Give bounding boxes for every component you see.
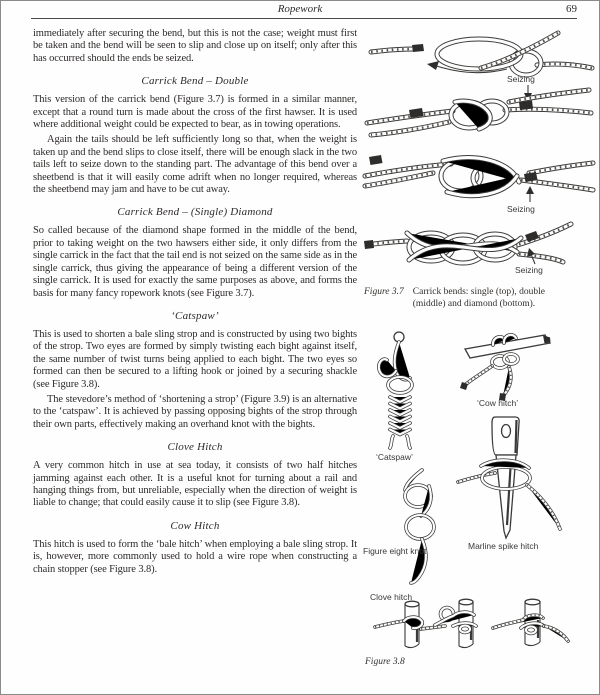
clove-hitch-steps-illustration [375,599,568,647]
single-carrick-illustration [371,33,592,75]
text-column [33,28,357,576]
catspaw-illustration [379,332,412,448]
figure-eight-illustration [405,470,434,583]
seizing-arrow-2 [526,186,534,202]
figure-3-8-number: Figure 3.8 [365,657,405,667]
heading-carrick-double: Carrick Bend – Double [141,75,249,88]
marline-spike-illustration [458,417,560,538]
rope-tip [412,44,424,52]
clove-hitch-label: Clove hitch [370,592,413,602]
heading-cow-hitch: Cow Hitch [170,519,220,532]
heading-carrick-diamond: Carrick Bend – (Single) Diamond [117,206,273,219]
figure-3-7-number: Figure 3.7 [364,287,404,297]
header-rule [31,18,577,19]
paragraph: Again the tails should be left sufficiently long so that, when the weight is taken up and the bend slips to close itself, there will be enough slack in the two tails left to seize down to the standing part. The advantage of this bend over a sheetbend is that it will easily come adrift when no longer required, whereas the sheetbend may jam and have to be cut away. [33,134,357,196]
figure-3-7-caption [364,287,576,310]
heading-catspaw: ‘Catspaw’ [171,309,219,322]
seizing-label-3: Seizing [515,265,543,275]
seizing-label-1: Seizing [507,74,535,84]
paragraph: The stevedore’s method of ‘shortening a strop’ (Figure 3.9) is an alternative to the ‘catspaw’. It is achieved by passing opposing bights of the strop through their own parts, effectively making an overhand knot with the bights. [33,393,357,430]
double-carrick-illustration [365,155,593,196]
knot-illustrations [359,26,599,688]
paragraph: So called because of the diamond shape formed in the middle of the bend, prior to taking weight on the two hawsers either side, it only differs from the single carrick in the fact that the tail end is not seized on the same side as in the single carrick, thus giving the appearance of being a different version of the single carrick. It is used for exactly the same purposes as above, and forms the basis for many fancy ropework knots (see Figure 3.7). [33,225,357,299]
seized-carrick-illustration [367,90,591,135]
page-number: 69 [566,3,577,15]
running-header [1,3,599,17]
marline-spike-label: Marline spike hitch [468,541,539,551]
spike-hole [502,425,511,438]
rope-tip [364,240,374,249]
seizing-band [369,155,383,165]
figure-3-7-text: Carrick bends: single (top), double (middle) and diamond (bottom). [412,287,545,309]
seizing-band [519,101,533,111]
paragraph: This hitch is used to form the ‘bale hitch’ when employing a bale sling strop. It is, however, more commonly used to hold a wire rope when constructing a chain stopper (see Figure 3.8). [33,538,357,575]
catspaw-label: ‘Catspaw’ [376,452,413,462]
arrowhead [427,61,439,70]
figure-eight-label: Figure eight knot [363,546,427,556]
paragraph-intro: immediately after securing the bend, but this is not the case; weight must first be taken and the bend will be seen to slip and close up on itself; only after this has occurred should the ends be seized. [33,28,357,64]
heading-clove-hitch: Clove Hitch [167,441,223,454]
diamond-carrick-illustration [364,224,571,263]
cow-hitch-label: ‘Cow hitch’ [477,398,519,408]
paragraph: A very common hitch in use at sea today, it consists of two half hitches jamming against each other. It is a useful knot for turning about a rail and hanging things from, but unreliable, especially when the direction of weight is liable to change; that could easily cause it to slip (see Figure 3.8). [33,460,357,509]
seizing-label-2: Seizing [507,204,535,214]
page-title: Ropework [277,3,323,15]
paragraph: This version of the carrick bend (Figure 3.7) is formed in a similar manner, except that a round turn is made about the cross of the first hawser. It is used where additional weight could be expected to bear, as in towing operations. [33,94,357,131]
cow-hitch-illustration [460,335,551,401]
paragraph: This is used to shorten a bale sling strop and is constructed by using two bights of the strop. Two eyes are formed by simply twisting each bight against itself, the same number of twist turns being applied to each bight. The two eyes so formed can then be secured to a lifting hook or joined by a securing shackle (see Figure 3.8). [33,328,357,390]
